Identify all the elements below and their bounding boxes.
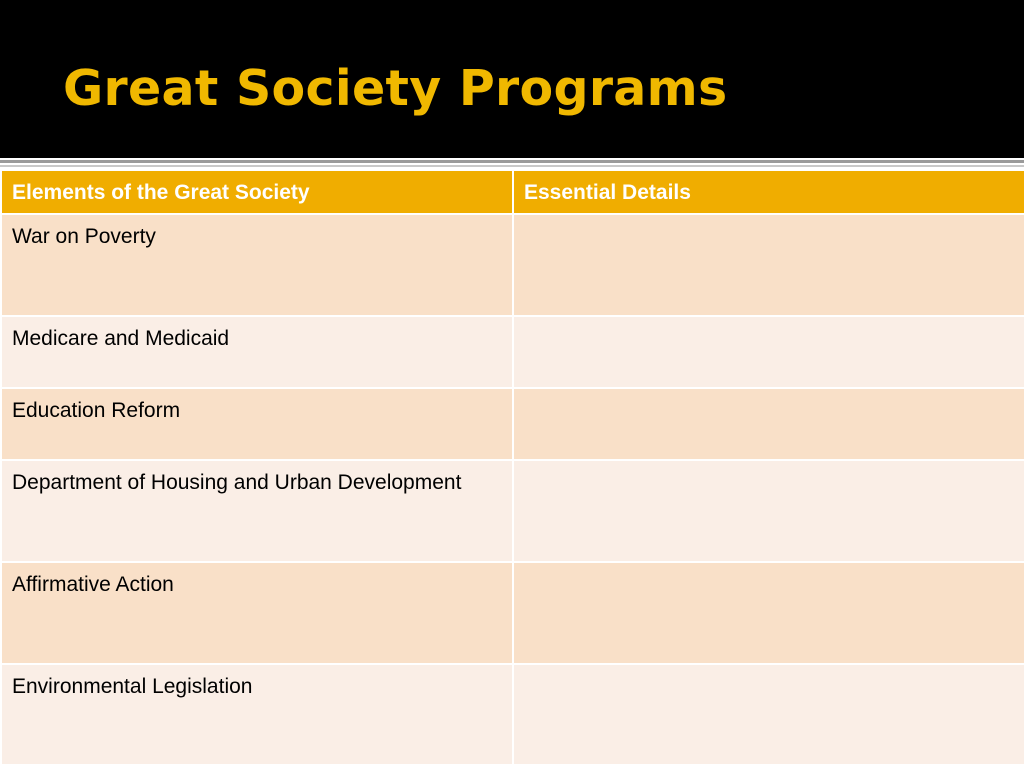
table-row	[1, 214, 1024, 316]
cell-details[interactable]	[513, 664, 1024, 765]
cell-details[interactable]	[513, 316, 1024, 388]
table-row	[1, 664, 1024, 765]
cell-element: Medicare and Medicaid	[1, 316, 513, 388]
slide-title: Great Society Programs	[63, 60, 728, 117]
cell-details[interactable]	[513, 214, 1024, 316]
cell-element: War on Poverty	[1, 214, 513, 316]
table-row	[1, 388, 1024, 460]
header-elements: Elements of the Great Society	[1, 170, 513, 214]
cell-element: Affirmative Action	[1, 562, 513, 664]
table-row	[1, 562, 1024, 664]
divider-line-secondary	[0, 165, 1024, 167]
cell-details[interactable]	[513, 388, 1024, 460]
cell-details[interactable]	[513, 562, 1024, 664]
great-society-table	[0, 169, 1024, 766]
header-essential-details: Essential Details	[513, 170, 1024, 214]
cell-element: Environmental Legislation	[1, 664, 513, 765]
table-row	[1, 316, 1024, 388]
cell-details[interactable]	[513, 460, 1024, 562]
table-header-row	[1, 170, 1024, 214]
table-row	[1, 460, 1024, 562]
cell-element: Department of Housing and Urban Development	[1, 460, 513, 562]
divider-line	[0, 160, 1024, 163]
title-band	[0, 0, 1024, 158]
cell-element: Education Reform	[1, 388, 513, 460]
